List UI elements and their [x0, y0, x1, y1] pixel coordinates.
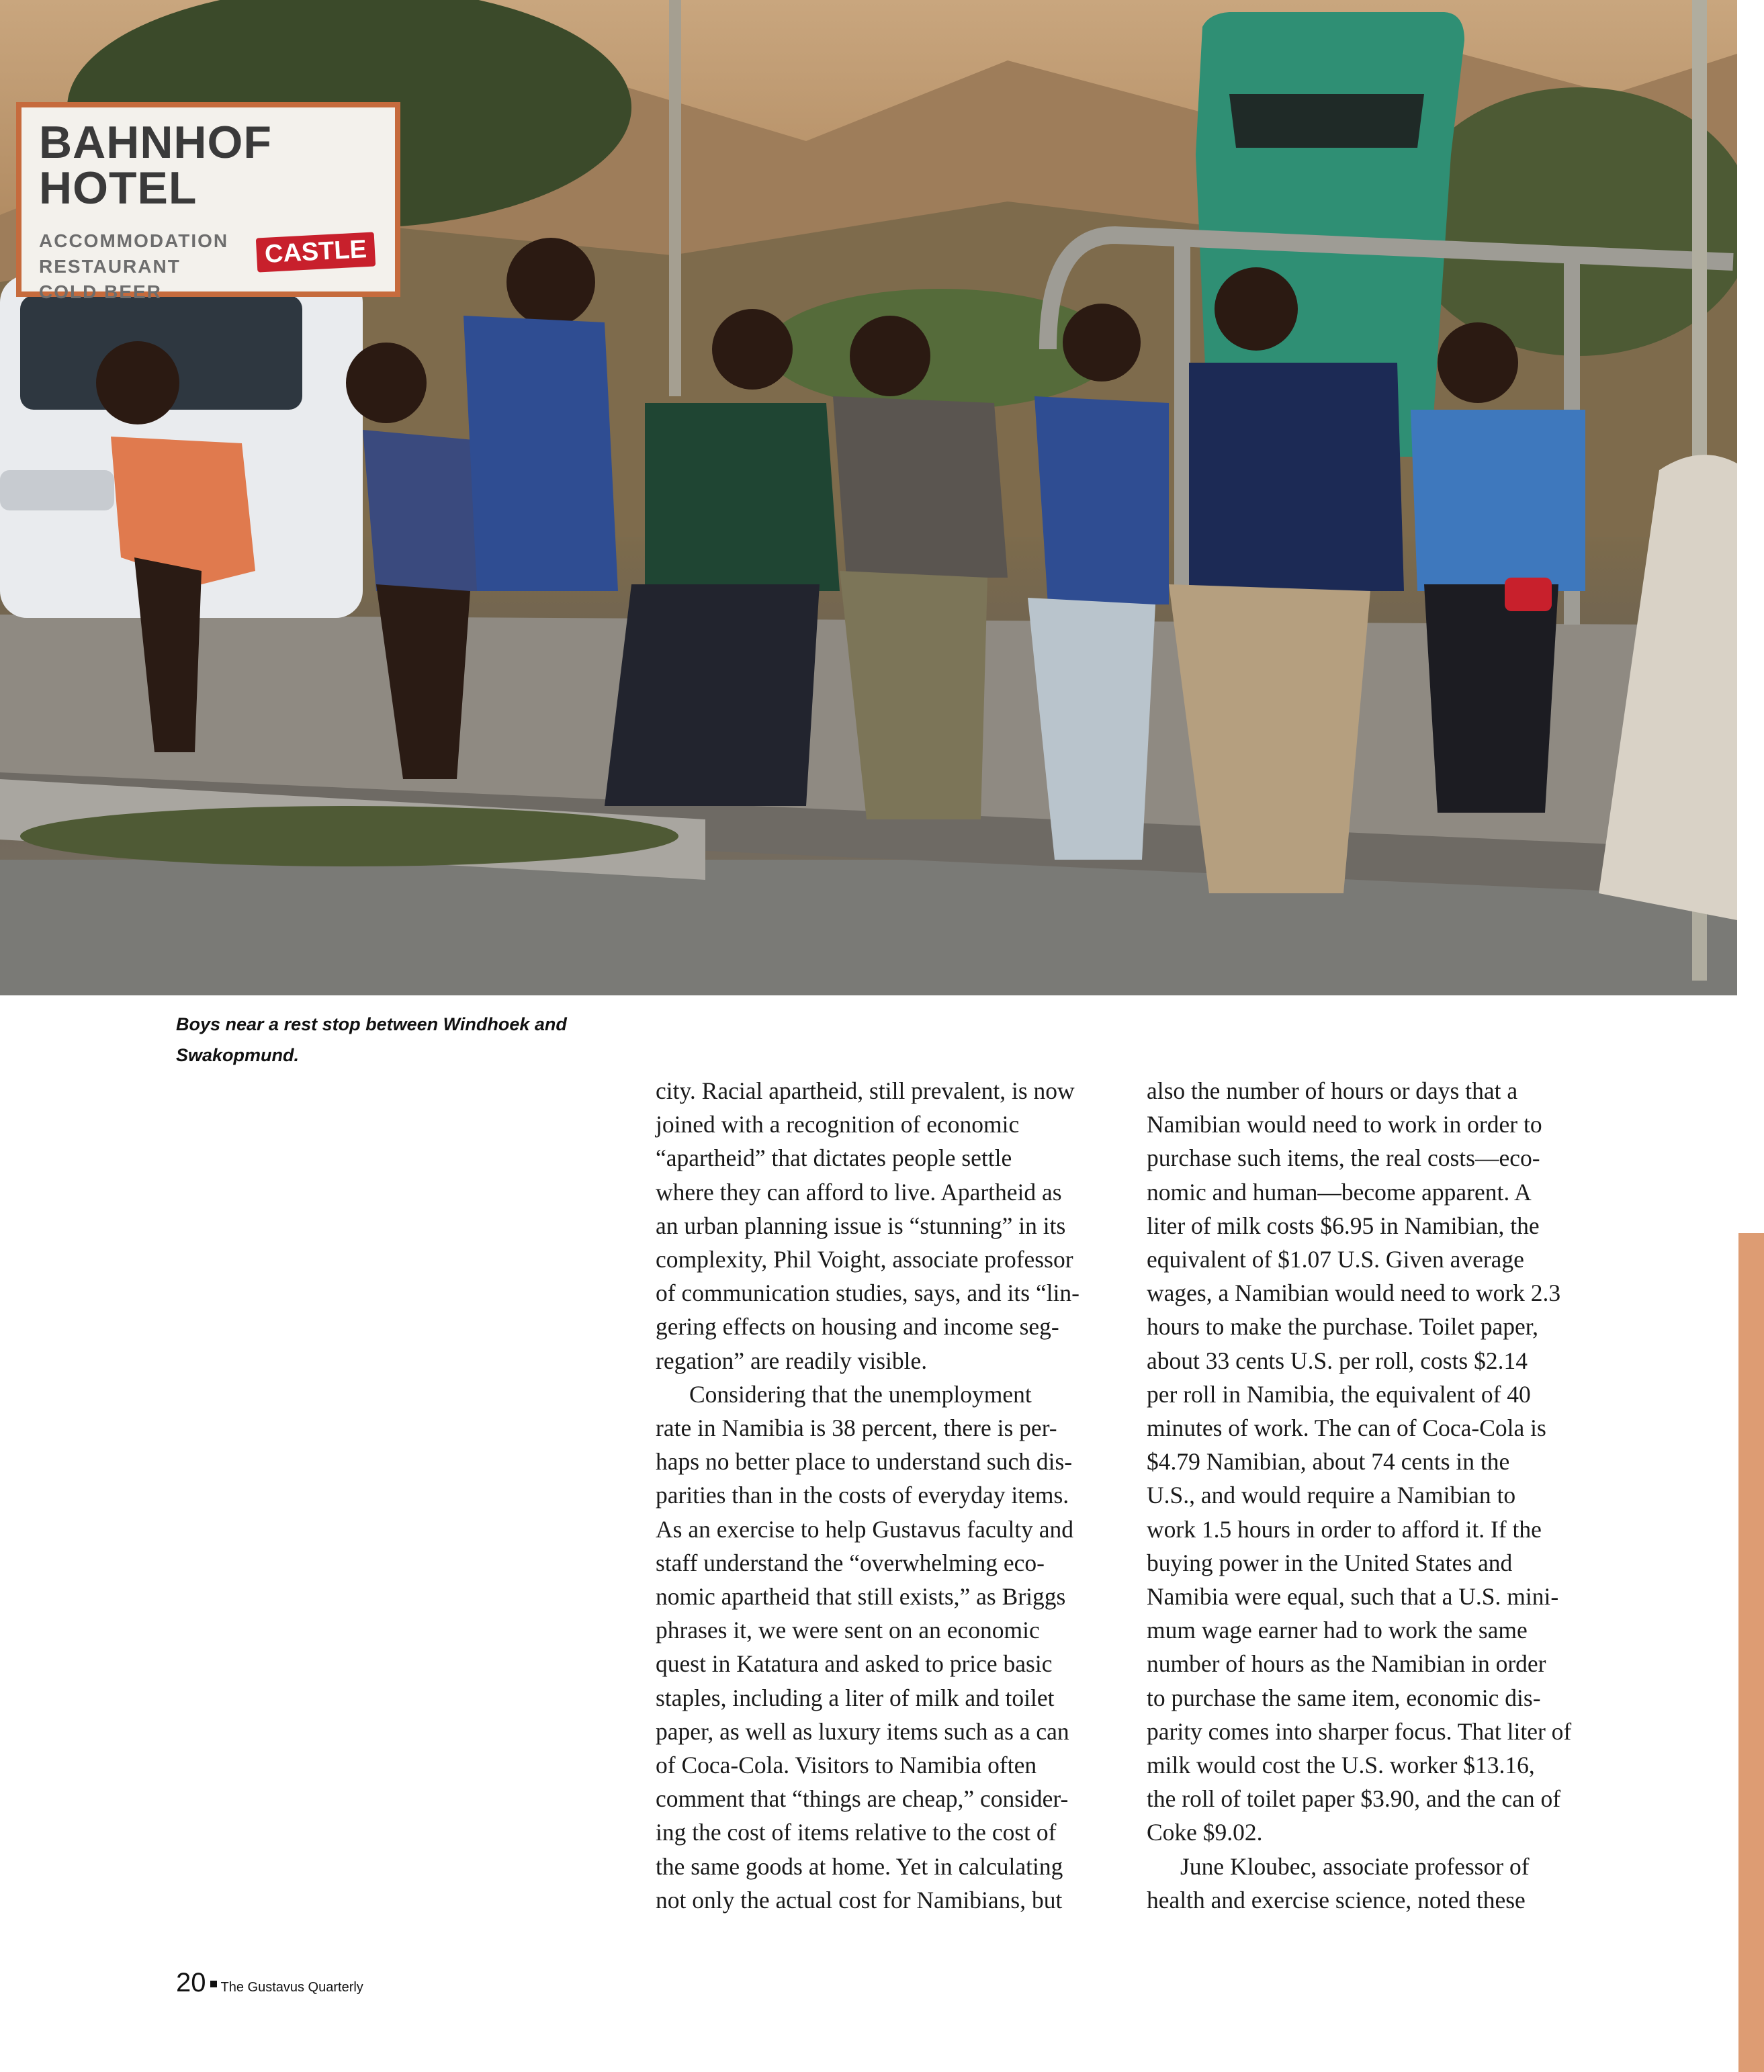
text-line: Considering that the unemployment	[689, 1380, 1032, 1408]
article-column-left	[656, 1074, 1112, 1917]
text-line: joined with a recognition of economic	[656, 1111, 1020, 1138]
text-line: the roll of toilet paper $3.90, and the can of	[1147, 1785, 1561, 1813]
text-line: the same goods at home. Yet in calculating	[656, 1852, 1063, 1880]
text-line: of communication studies, says, and its “lin-	[656, 1279, 1080, 1307]
text-line: equivalent of $1.07 U.S. Given average	[1147, 1246, 1524, 1273]
text-line: per roll in Namibia, the equivalent of 40	[1147, 1380, 1531, 1408]
text-line: mum wage earner had to work the same	[1147, 1617, 1528, 1644]
text-line: staples, including a liter of milk and toilet	[656, 1684, 1055, 1711]
text-line: an urban planning issue is “stunning” in its	[656, 1212, 1066, 1239]
text-line: parities than in the costs of everyday items.	[656, 1482, 1069, 1509]
text-line: parity comes into sharper focus. That liter of	[1147, 1717, 1572, 1745]
text-line: gering effects on housing and income seg-	[656, 1313, 1059, 1341]
text-line: “apartheid” that dictates people settle	[656, 1144, 1012, 1172]
text-line: not only the actual cost for Namibians, but	[656, 1886, 1063, 1913]
hotel-sign	[16, 102, 400, 302]
text-line: regation” are readily visible.	[656, 1347, 928, 1374]
article-photo	[0, 0, 1737, 995]
text-line: As an exercise to help Gustavus faculty and	[656, 1515, 1074, 1543]
text-line: health and exercise science, noted these	[1147, 1886, 1526, 1913]
sign-line: COLD BEER	[39, 281, 162, 302]
text-line: minutes of work. The can of Coca-Cola is	[1147, 1414, 1546, 1442]
text-line: phrases it, we were sent on an economic	[656, 1617, 1040, 1644]
text-line: staff understand the “overwhelming eco-	[656, 1549, 1045, 1576]
caption-line: Boys near a rest stop between Windhoek and	[176, 1014, 567, 1034]
text-line: purchase such items, the real costs—eco-	[1147, 1144, 1540, 1172]
caption-line: Swakopmund.	[176, 1045, 300, 1065]
text-line: haps no better place to understand such dis-	[656, 1448, 1073, 1476]
text-line: comment that “things are cheap,” consider-	[656, 1785, 1069, 1813]
text-line: hours to make the purchase. Toilet paper,	[1147, 1313, 1538, 1341]
text-line: to purchase the same item, economic dis-	[1147, 1684, 1541, 1711]
text-line: Coke $9.02.	[1147, 1819, 1263, 1846]
text-line: liter of milk costs $6.95 in Namibian, the	[1147, 1212, 1540, 1239]
text-line: also the number of hours or days that a	[1147, 1077, 1518, 1104]
text-line: June Kloubec, associate professor of	[1180, 1852, 1530, 1880]
text-line: nomic apartheid that still exists,” as Briggs	[656, 1583, 1066, 1611]
page-edge-accent-bar	[1738, 1233, 1764, 2072]
text-line: city. Racial apartheid, still prevalent, is now	[656, 1077, 1075, 1104]
sign-title: BAHNHOF HOTEL	[39, 117, 272, 214]
text-line: ing the cost of items relative to the cost of	[656, 1819, 1057, 1846]
text-line: U.S., and would require a Namibian to	[1147, 1482, 1516, 1509]
text-line: complexity, Phil Voight, associate professor	[656, 1246, 1073, 1273]
text-line: paper, as well as luxury items such as a can	[656, 1717, 1069, 1745]
text-line: of Coca-Cola. Visitors to Namibia often	[656, 1752, 1037, 1779]
text-line: nomic and human—become apparent. A	[1147, 1178, 1532, 1206]
text-line: quest in Katatura and asked to price basic	[656, 1650, 1053, 1678]
text-line: wages, a Namibian would need to work 2.3	[1147, 1279, 1561, 1307]
publication-name: The Gustavus Quarterly	[220, 1980, 363, 1995]
text-line: Namibia were equal, such that a U.S. mini-	[1147, 1583, 1559, 1611]
text-line: $4.79 Namibian, about 74 cents in the	[1147, 1448, 1510, 1476]
text-line: number of hours as the Namibian in order	[1147, 1650, 1546, 1678]
article-column-right	[1147, 1074, 1603, 1917]
text-line: where they can afford to live. Apartheid as	[656, 1178, 1062, 1206]
text-line: about 33 cents U.S. per roll, costs $2.14	[1147, 1347, 1528, 1374]
text-line: Namibian would need to work in order to	[1147, 1111, 1542, 1138]
photo-caption	[176, 1009, 646, 1071]
page-footer	[176, 1968, 363, 1998]
page-number: 20	[176, 1968, 206, 1997]
text-line: rate in Namibia is 38 percent, there is per-	[656, 1414, 1057, 1442]
text-line: milk would cost the U.S. worker $13.16,	[1147, 1752, 1535, 1779]
bullet-icon	[210, 1981, 217, 1987]
sign-line: ACCOMMODATION	[39, 230, 229, 251]
sign-line: RESTAURANT	[39, 255, 181, 277]
text-line: work 1.5 hours in order to afford it. If the	[1147, 1515, 1542, 1543]
castle-lager-logo: CASTLE	[256, 232, 376, 272]
text-line: buying power in the United States and	[1147, 1549, 1513, 1576]
